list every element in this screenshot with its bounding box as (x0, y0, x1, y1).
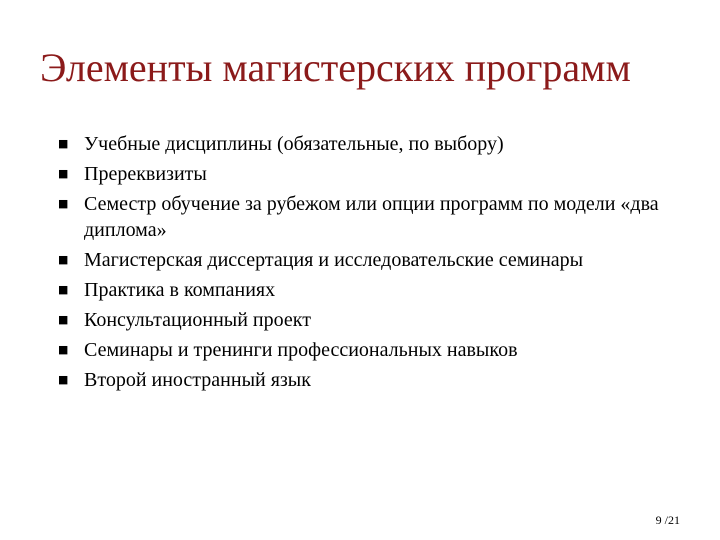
page-number: 9 /21 (655, 513, 680, 527)
bullet-text: Второй иностранный язык (84, 369, 311, 391)
bullet-text: Семестр обучение за рубежом или опции программ по модели «два диплома» (84, 193, 659, 241)
bullet-item (58, 337, 698, 363)
bullet-item (58, 277, 698, 303)
bullet-item (58, 131, 698, 157)
bullet-item (58, 191, 698, 243)
bullet-text: Пререквизиты (84, 163, 207, 185)
bullet-item (58, 307, 698, 333)
square-bullet-icon: ■ (58, 283, 69, 296)
bullet-text: Консультационный проект (84, 309, 311, 331)
bullet-text: Учебные дисциплины (обязательные, по выбору) (84, 133, 504, 155)
bullet-text: Семинары и тренинги профессиональных навыков (84, 339, 518, 361)
square-bullet-icon: ■ (58, 373, 69, 386)
bullet-list (58, 131, 698, 397)
square-bullet-icon: ■ (58, 313, 69, 326)
square-bullet-icon: ■ (58, 137, 69, 150)
bullet-text: Магистерская диссертация и исследовательские семинары (84, 249, 584, 271)
bullet-item (58, 161, 698, 187)
bullet-item (58, 367, 698, 393)
slide-title: Элементы магистерских программ (40, 45, 631, 90)
square-bullet-icon: ■ (58, 197, 69, 210)
square-bullet-icon: ■ (58, 343, 69, 356)
bullet-item (58, 247, 698, 273)
square-bullet-icon: ■ (58, 167, 69, 180)
bullet-text: Практика в компаниях (84, 279, 276, 301)
square-bullet-icon: ■ (58, 253, 69, 266)
